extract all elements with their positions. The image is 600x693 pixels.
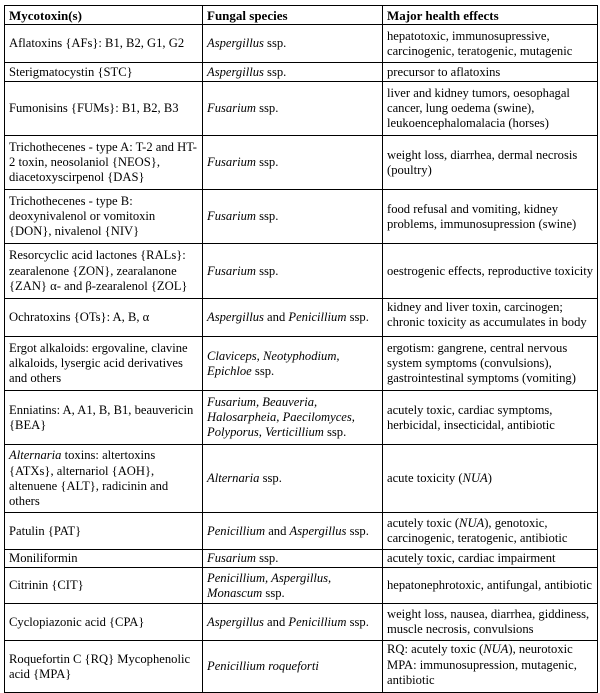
fungal-species-cell: [203, 604, 383, 641]
text-segment: hepatonephrotoxic, antifungal, antibiotic: [387, 578, 592, 593]
text-segment: ergotism: gangrene, central nervous system symptoms (convulsions), gastrointestinal symptoms (vomiting): [387, 340, 576, 386]
text-segment: Trichothecenes - type A: T-2 and HT-2 toxin, neosolaniol {NEOS}, diacetoxyscirpenol {DAS}: [9, 139, 197, 185]
health-effects-cell: [383, 337, 598, 391]
text-segment: oestrogenic effects, reproductive toxicity: [387, 263, 594, 278]
health-effects-cell: [383, 299, 598, 337]
table-row: [5, 136, 598, 190]
fungal-species-cell: [203, 513, 383, 550]
health-effects-cell: [383, 550, 598, 568]
mycotoxin-cell: [5, 641, 203, 693]
text-segment: Fusarium: [207, 209, 256, 224]
text-segment: ssp.: [251, 363, 275, 378]
text-segment: ssp.: [255, 209, 279, 224]
mycotoxin-cell: [5, 190, 203, 244]
health-effects-cell: [383, 25, 598, 63]
text-segment: Penicillium: [288, 614, 347, 629]
text-segment: Moniliformin: [9, 551, 78, 566]
table-row: [5, 82, 598, 136]
health-effects-cell: [383, 82, 598, 136]
text-segment: Penicillium, Aspergillus, Monascum: [207, 570, 332, 600]
health-effects-cell: [383, 391, 598, 445]
health-effects-cell: [383, 190, 598, 244]
mycotoxin-cell: [5, 604, 203, 641]
text-segment: Sterigmatocystin {STC}: [9, 64, 133, 79]
text-segment: ssp.: [255, 155, 279, 170]
text-segment: Aspergillus: [207, 36, 264, 51]
health-effects-cell: [383, 641, 598, 693]
health-effects-cell: [383, 63, 598, 82]
text-segment: Fusarium: [207, 101, 256, 116]
health-effects-cell: [383, 513, 598, 550]
text-segment: Aspergillus: [289, 523, 347, 538]
health-effects-cell: [383, 604, 598, 641]
text-segment: Penicillium: [207, 523, 266, 538]
mycotoxin-cell: [5, 25, 203, 63]
text-segment: Alternaria: [207, 471, 260, 486]
table-row: [5, 337, 598, 391]
table-row: [5, 63, 598, 82]
mycotoxin-cell: [5, 299, 203, 337]
fungal-species-cell: [203, 568, 383, 604]
header-row: [5, 6, 598, 25]
text-segment: liver and kidney tumors, oesophagal cancer, lung oedema (swine), leukoencephalomalacia (horses): [387, 85, 570, 131]
mycotoxin-cell: [5, 513, 203, 550]
mycotoxin-table: [4, 5, 598, 693]
header-mycotoxins: Mycotoxin(s): [5, 6, 203, 25]
text-segment: ssp.: [259, 471, 282, 486]
fungal-species-cell: [203, 63, 383, 82]
mycotoxin-cell: [5, 136, 203, 190]
header-fungal-species: Fungal species: [203, 6, 383, 25]
table-row: [5, 568, 598, 604]
mycotoxin-cell: [5, 445, 203, 513]
table-row: [5, 190, 598, 244]
text-segment: Citrinin {CIT}: [9, 578, 84, 593]
mycotoxin-cell: [5, 82, 203, 136]
text-segment: NUA: [459, 516, 485, 530]
text-segment: hepatotoxic, immunosupressive, carcinogenic, teratogenic, mutagenic: [387, 28, 573, 58]
mycotoxin-cell: [5, 550, 203, 568]
text-segment: Aflatoxins {AFs}: B1, B2, G1, G2: [9, 36, 185, 51]
text-segment: ), neurotoxic MPA: immunosupression, mutagenic, antibiotic: [387, 642, 577, 687]
fungal-species-cell: [203, 82, 383, 136]
text-segment: and: [263, 310, 289, 325]
text-segment: and: [263, 614, 289, 629]
text-segment: Ergot alkaloids: ergovaline, clavine alkaloids, lysergic acid derivatives and others: [9, 340, 188, 386]
text-segment: ssp.: [255, 263, 279, 278]
text-segment: Enniatins: A, A1, B, B1, beauvericin {BEA}: [9, 402, 194, 432]
table-row: [5, 604, 598, 641]
text-segment: and: [265, 523, 290, 538]
table-row: [5, 550, 598, 568]
text-segment: acute toxicity (: [387, 471, 463, 486]
table-row: [5, 299, 598, 337]
health-effects-cell: [383, 136, 598, 190]
text-segment: ssp.: [346, 614, 369, 629]
text-segment: ): [487, 471, 492, 486]
health-effects-cell: [383, 445, 598, 513]
text-segment: kidney and liver toxin, carcinogen; chronic toxicity as accumulates in body: [387, 300, 587, 330]
mycotoxin-cell: [5, 337, 203, 391]
text-segment: ssp.: [346, 310, 369, 325]
text-segment: Penicillium: [288, 310, 347, 325]
text-segment: ssp.: [323, 425, 347, 440]
table-row: [5, 513, 598, 550]
text-segment: Fusarium: [207, 155, 256, 170]
text-segment: weight loss, nausea, diarrhea, giddiness, muscle necrosis, convulsions: [387, 607, 590, 637]
text-segment: weight loss, diarrhea, dermal necrosis (poultry): [387, 147, 578, 177]
table-row: [5, 641, 598, 693]
table-body: [5, 25, 598, 693]
fungal-species-cell: [203, 391, 383, 445]
fungal-species-cell: [203, 190, 383, 244]
text-segment: Alternaria: [9, 448, 62, 463]
table-row: [5, 25, 598, 63]
text-segment: ssp.: [263, 36, 287, 51]
text-segment: Fumonisins {FUMs}: B1, B2, B3: [9, 101, 179, 116]
text-segment: precursor to aflatoxins: [387, 64, 501, 79]
text-segment: Cyclopiazonic acid {CPA}: [9, 614, 145, 629]
health-effects-cell: [383, 244, 598, 299]
fungal-species-cell: [203, 25, 383, 63]
text-segment: ssp.: [255, 551, 279, 566]
text-segment: Roquefortin C {RQ} Mycophenolic acid {MPA}: [9, 651, 191, 681]
text-segment: Resorcyclic acid lactones {RALs}: zearalenone {ZON}, zearalanone {ZAN} α- and β-zearalenol {ZOL}: [9, 248, 188, 293]
text-segment: acutely toxic (: [387, 516, 460, 530]
text-segment: Aspergillus: [207, 310, 264, 325]
text-segment: ssp.: [262, 585, 285, 600]
fungal-species-cell: [203, 337, 383, 391]
text-segment: Trichothecenes - type B: deoxynivalenol or vomitoxin {DON}, nivalenol {NIV}: [9, 193, 156, 239]
text-segment: Fusarium, Beauveria, Halosarpheia, Paecilomyces, Polyporus, Verticillium: [207, 394, 355, 440]
text-segment: acutely toxic, cardiac symptoms, herbicidal, insecticidal, antibiotic: [387, 402, 555, 432]
mycotoxin-cell: [5, 391, 203, 445]
text-segment: NUA: [462, 471, 488, 486]
fungal-species-cell: [203, 244, 383, 299]
fungal-species-cell: [203, 136, 383, 190]
fungal-species-cell: [203, 299, 383, 337]
text-segment: Ochratoxins {OTs}: A, B, α: [9, 310, 150, 325]
fungal-species-cell: [203, 445, 383, 513]
health-effects-cell: [383, 568, 598, 604]
text-segment: ssp.: [346, 523, 369, 538]
text-segment: Aspergillus: [207, 614, 264, 629]
text-segment: food refusal and vomiting, kidney problems, immunosupression (swine): [387, 201, 577, 231]
text-segment: acutely toxic, cardiac impairment: [387, 551, 556, 566]
mycotoxin-cell: [5, 244, 203, 299]
text-segment: NUA: [483, 642, 509, 657]
fungal-species-cell: [203, 550, 383, 568]
mycotoxin-cell: [5, 63, 203, 82]
table-row: [5, 445, 598, 513]
table-row: [5, 244, 598, 299]
header-health-effects: Major health effects: [383, 6, 598, 25]
text-segment: ssp.: [263, 64, 287, 79]
text-segment: Patulin {PAT}: [9, 523, 82, 538]
text-segment: ssp.: [255, 101, 279, 116]
text-segment: Fusarium: [207, 551, 256, 566]
table-row: [5, 391, 598, 445]
text-segment: Claviceps, Neotyphodium, Epichloe: [207, 348, 340, 378]
text-segment: Fusarium: [207, 263, 256, 278]
mycotoxin-cell: [5, 568, 203, 604]
fungal-species-cell: [203, 641, 383, 693]
text-segment: RQ: acutely toxic (: [387, 642, 484, 657]
text-segment: Aspergillus: [207, 64, 264, 79]
text-segment: ), genotoxic, carcinogenic, teratogenic, antibiotic: [387, 516, 568, 546]
text-segment: toxins: altertoxins {ATXs}, alternariol {AOH}, altenuene {ALT}, radicinin and others: [9, 448, 169, 508]
text-segment: Penicillium roqueforti: [207, 659, 319, 674]
